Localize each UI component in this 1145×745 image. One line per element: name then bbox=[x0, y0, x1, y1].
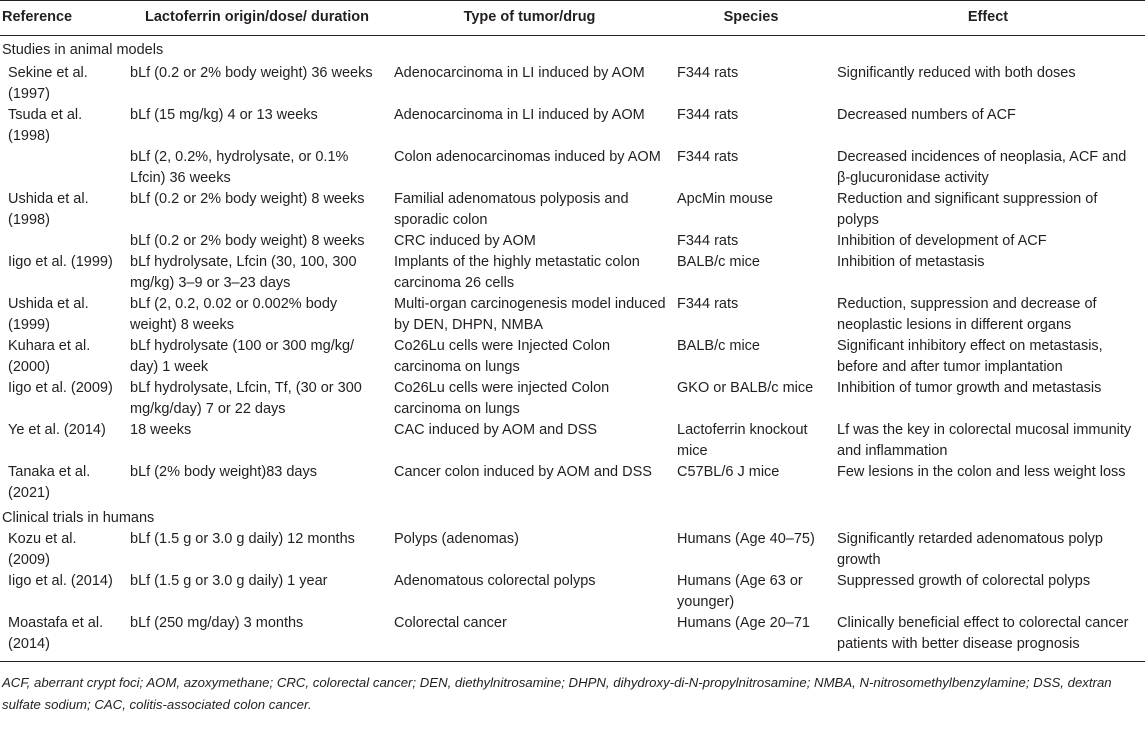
cell-reference: Iigo et al. (2009) bbox=[8, 380, 113, 396]
section-row-animal bbox=[0, 36, 1145, 62]
table-row bbox=[0, 613, 1145, 662]
table-row bbox=[0, 189, 1145, 231]
cell-dose: bLf (0.2 or 2% body weight) 8 weeks bbox=[130, 191, 365, 207]
cell-tumor: Colorectal cancer bbox=[388, 613, 671, 662]
cell-effect: Inhibition of tumor growth and metastasis bbox=[837, 380, 1102, 396]
cell-tumor: Familial adenomatous polyposis and sporadic colon bbox=[394, 191, 629, 228]
table-row bbox=[0, 61, 1145, 105]
cell-species: BALB/c mice bbox=[677, 254, 760, 270]
cell-species: F344 rats bbox=[677, 233, 739, 249]
cell-effect: Inhibition of development of ACF bbox=[837, 233, 1047, 249]
table-row bbox=[0, 147, 1145, 189]
cell-effect: Significantly reduced with both doses bbox=[837, 65, 1076, 81]
cell-reference: Tanaka et al. (2021) bbox=[8, 464, 91, 501]
section-human-label: Clinical trials in humans bbox=[2, 510, 155, 526]
cell-tumor: Co26Lu cells were Injected Colon carcinoma on lungs bbox=[394, 338, 611, 375]
cell-tumor: Adenocarcinoma in LI induced by AOM bbox=[394, 65, 645, 81]
cell-tumor: Colon adenocarcinomas induced by AOM bbox=[394, 149, 661, 165]
cell-species: Humans (Age 40–75) bbox=[677, 531, 815, 547]
cell-effect: Significantly retarded adenomatous polyp growth bbox=[837, 531, 1103, 568]
section-animal-label: Studies in animal models bbox=[2, 42, 164, 58]
cell-dose: bLf hydrolysate (100 or 300 mg/kg/ day) 1 week bbox=[130, 338, 355, 375]
table-row bbox=[0, 105, 1145, 147]
cell-reference: Iigo et al. (2014) bbox=[8, 573, 113, 589]
cell-effect: Significant inhibitory effect on metastasis, before and after tumor implantation bbox=[837, 338, 1103, 375]
cell-dose: bLf (0.2 or 2% body weight) 8 weeks bbox=[130, 233, 365, 249]
cell-dose: bLf (2, 0.2%, hydrolysate, or 0.1% Lfcin) 36 weeks bbox=[130, 149, 349, 186]
cell-reference bbox=[0, 147, 126, 189]
cell-tumor: Polyps (adenomas) bbox=[394, 531, 519, 547]
cell-tumor: Cancer colon induced by AOM and DSS bbox=[394, 464, 652, 480]
cell-dose: bLf (15 mg/kg) 4 or 13 weeks bbox=[130, 107, 318, 123]
table-row bbox=[0, 420, 1145, 462]
cell-reference: Iigo et al. (1999) bbox=[8, 254, 113, 270]
cell-species: F344 rats bbox=[677, 65, 739, 81]
cell-reference: Kozu et al. (2009) bbox=[8, 531, 77, 568]
section-row-human bbox=[0, 504, 1145, 529]
cell-reference: Moastafa et al. (2014) bbox=[0, 613, 126, 662]
table-row bbox=[0, 231, 1145, 252]
cell-tumor: Adenocarcinoma in LI induced by AOM bbox=[394, 107, 645, 123]
cell-dose: bLf (1.5 g or 3.0 g daily) 12 months bbox=[130, 531, 355, 547]
cell-effect: Clinically beneficial effect to colorectal cancer patients with better disease prognosis bbox=[831, 613, 1145, 662]
table-row bbox=[0, 252, 1145, 294]
table-row bbox=[0, 378, 1145, 420]
cell-reference bbox=[0, 231, 126, 252]
cell-species: ApcMin mouse bbox=[677, 191, 773, 207]
cell-reference: Sekine et al. (1997) bbox=[8, 65, 88, 102]
table-footnote: ACF, aberrant crypt foci; AOM, azoxymethane; CRC, colorectal cancer; DEN, diethylnitrosamine; DHPN, dihydroxy-di-N-propylnitrosamine; NMBA, N-nitrosomethylbenzylamine; DSS, dextran sulfate sodium; CAC, colitis-associated colon cancer. bbox=[2, 675, 1112, 712]
header-tumor: Type of tumor/drug bbox=[388, 1, 671, 36]
header-species: Species bbox=[671, 1, 831, 36]
cell-tumor: Implants of the highly metastatic colon carcinoma 26 cells bbox=[394, 254, 640, 291]
header-reference: Reference bbox=[0, 1, 126, 36]
cell-species: GKO or BALB/c mice bbox=[677, 380, 814, 396]
header-row bbox=[0, 1, 1145, 36]
cell-dose: bLf (2, 0.2, 0.02 or 0.002% body weight) 8 weeks bbox=[130, 296, 338, 333]
cell-dose: bLf (0.2 or 2% body weight) 36 weeks bbox=[130, 65, 373, 81]
cell-species: F344 rats bbox=[677, 296, 739, 312]
cell-species: C57BL/6 J mice bbox=[677, 464, 780, 480]
table-row bbox=[0, 462, 1145, 504]
cell-tumor: CRC induced by AOM bbox=[394, 233, 536, 249]
cell-dose: bLf (2% body weight)83 days bbox=[130, 464, 317, 480]
cell-effect: Lf was the key in colorectal mucosal immunity and inflammation bbox=[837, 422, 1132, 459]
table-row bbox=[0, 294, 1145, 336]
cell-effect: Inhibition of metastasis bbox=[837, 254, 985, 270]
cell-species: Humans (Age 20–71 bbox=[671, 613, 831, 662]
cell-dose: bLf (250 mg/day) 3 months bbox=[126, 613, 388, 662]
cell-tumor: Co26Lu cells were injected Colon carcinoma on lungs bbox=[394, 380, 610, 417]
header-origin: Lactoferrin origin/dose/ duration bbox=[126, 1, 388, 36]
cell-reference: Ye et al. (2014) bbox=[8, 422, 106, 438]
table-row bbox=[0, 336, 1145, 378]
table-row bbox=[0, 529, 1145, 571]
cell-effect: Few lesions in the colon and less weight loss bbox=[837, 464, 1126, 480]
cell-reference: Ushida et al. (1999) bbox=[8, 296, 89, 333]
table-row bbox=[0, 571, 1145, 613]
cell-species: F344 rats bbox=[677, 107, 739, 123]
cell-dose: 18 weeks bbox=[130, 422, 192, 438]
cell-effect: Reduction and significant suppression of polyps bbox=[837, 191, 1098, 228]
cell-effect: Suppressed growth of colorectal polyps bbox=[837, 573, 1091, 589]
cell-species: F344 rats bbox=[677, 149, 739, 165]
cell-dose: bLf hydrolysate, Lfcin, Tf, (30 or 300 mg/kg/day) 7 or 22 days bbox=[130, 380, 362, 417]
cell-species: Humans (Age 63 or younger) bbox=[677, 573, 803, 610]
cell-species: BALB/c mice bbox=[677, 338, 760, 354]
cell-reference: Tsuda et al. (1998) bbox=[8, 107, 83, 144]
cell-reference: Kuhara et al. (2000) bbox=[8, 338, 91, 375]
cell-effect: Reduction, suppression and decrease of neoplastic lesions in different organs bbox=[837, 296, 1097, 333]
cell-tumor: Adenomatous colorectal polyps bbox=[394, 573, 596, 589]
cell-reference: Ushida et al. (1998) bbox=[8, 191, 89, 228]
cell-effect: Decreased numbers of ACF bbox=[837, 107, 1016, 123]
cell-tumor: Multi-organ carcinogenesis model induced by DEN, DHPN, NMBA bbox=[394, 296, 666, 333]
cell-effect: Decreased incidences of neoplasia, ACF and β-glucuronidase activity bbox=[837, 149, 1127, 186]
header-effect: Effect bbox=[831, 1, 1145, 36]
cell-dose: bLf (1.5 g or 3.0 g daily) 1 year bbox=[130, 573, 328, 589]
cell-tumor: CAC induced by AOM and DSS bbox=[394, 422, 598, 438]
cell-dose: bLf hydrolysate, Lfcin (30, 100, 300 mg/kg) 3–9 or 3–23 days bbox=[130, 254, 357, 291]
cell-species: Lactoferrin knockout mice bbox=[677, 422, 808, 459]
